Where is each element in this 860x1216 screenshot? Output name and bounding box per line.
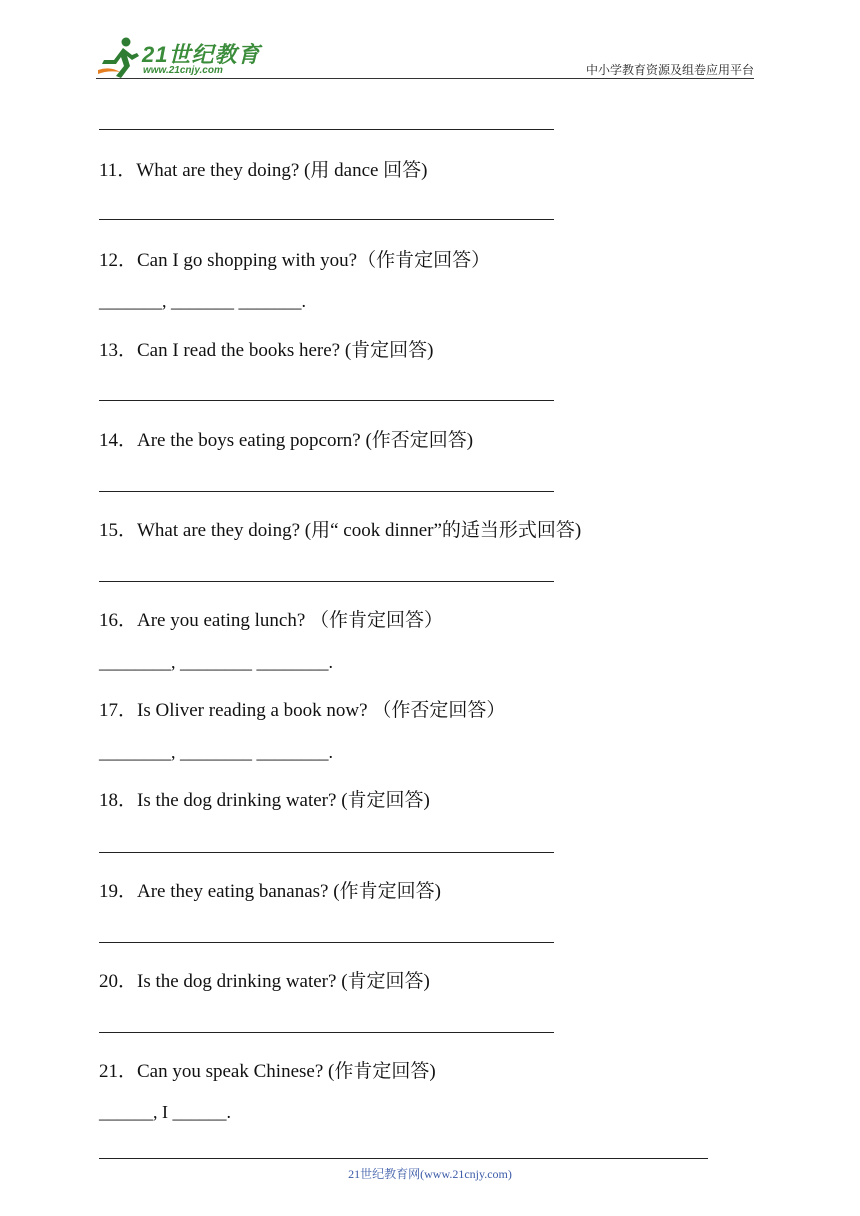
answer-blank-21: ______, I ______.	[99, 1102, 231, 1122]
answer-line	[99, 491, 554, 492]
question-21: 21．Can you speak Chinese? (作肯定回答)	[99, 1061, 436, 1082]
question-11: 11．What are they doing? (用 dance 回答)	[99, 160, 428, 181]
answer-line	[99, 129, 554, 130]
logo-text: 21世纪教育	[142, 42, 261, 67]
question-13: 13．Can I read the books here? (肯定回答)	[99, 340, 434, 361]
answer-line	[99, 581, 554, 582]
answer-line	[99, 852, 554, 853]
logo	[96, 36, 266, 80]
runner-logo-icon	[96, 36, 142, 80]
page-header	[96, 36, 754, 80]
question-20: 20．Is the dog drinking water? (肯定回答)	[99, 971, 430, 992]
header-divider	[96, 78, 754, 79]
question-12: 12．Can I go shopping with you?（作肯定回答）	[99, 250, 491, 271]
question-16: 16．Are you eating lunch? （作肯定回答）	[99, 610, 444, 631]
answer-blank-17: ________, ________ ________.	[99, 742, 333, 762]
answer-line	[99, 942, 554, 943]
platform-name: 中小学教育资源及组卷应用平台	[585, 63, 754, 77]
answer-blank-12: _______, _______ _______.	[99, 291, 306, 311]
answer-blank-16: ________, ________ ________.	[99, 652, 333, 672]
answer-line	[99, 400, 554, 401]
question-17: 17．Is Oliver reading a book now? （作否定回答）	[99, 700, 506, 721]
answer-line	[99, 1032, 554, 1033]
question-18: 18．Is the dog drinking water? (肯定回答)	[99, 790, 430, 811]
footer-divider	[99, 1158, 708, 1159]
question-19: 19．Are they eating bananas? (作肯定回答)	[99, 881, 441, 902]
question-14: 14．Are the boys eating popcorn? (作否定回答)	[99, 430, 474, 451]
footer-text: 21世纪教育网(www.21cnjy.com)	[348, 1167, 512, 1181]
logo-url: www.21cnjy.com	[143, 65, 223, 76]
answer-line	[99, 219, 554, 220]
question-15: 15．What are they doing? (用“ cook dinner”的适当形式回答)	[99, 520, 582, 541]
